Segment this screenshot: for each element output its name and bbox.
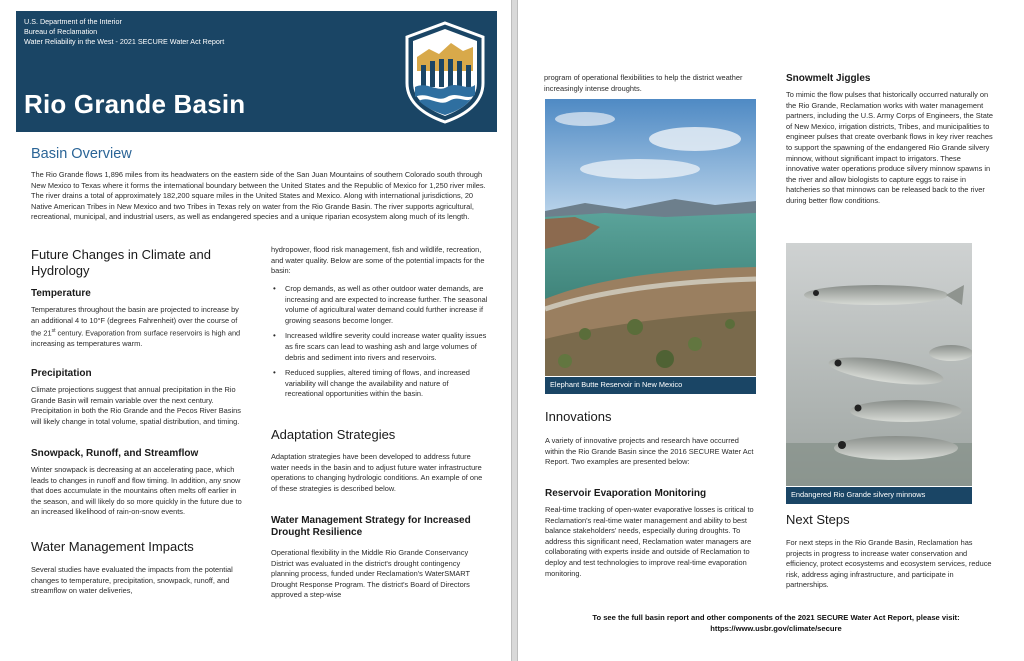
precipitation-text: Climate projections suggest that annual precipitation in the Rio Grande Basin will remain variable over the next century. Precipitation in both the Rio Grande and the Pecos River Basins will likely change in total volume, spatial distribution, and timing. <box>31 385 241 426</box>
drought-resilience-heading-line-2: Drought Resilience <box>271 527 363 538</box>
reservoir-photo <box>545 99 756 376</box>
drought-resilience-heading <box>271 515 496 539</box>
evaporation-monitoring-text: Real-time tracking of open-water evaporative losses is critical to Reclamation's real-time water management and ability to best balance stakeholders' needs, especially during droughts. To address this significant need, Reclamation water managers are collaborating with experts inside and outside of Reclamation to deploy and test technologies to improve real-time evaporation monitoring. <box>545 505 754 578</box>
future-changes-heading <box>31 247 261 279</box>
impacts-continued-text: hydropower, flood risk management, fish and wildlife, recreation, and water quality. Below are some of the potential impacts for the basin: <box>271 245 485 276</box>
temperature-text <box>31 305 243 350</box>
agency-line-2: Bureau of Reclamation <box>24 27 98 36</box>
page-title: Rio Grande Basin <box>24 89 246 119</box>
basin-overview-text: The Rio Grande flows 1,896 miles from its headwaters on the eastern side of the San Juan Mountains of southern Colorado south through New Mexico to Texas where it forms the international boundary between the United States and the Republic of Mexico for 1,250 river miles. The river drains a total of approximately 182,200 square miles in the United States and Mexico. Along with international jurisdictions, 20 Native American Tribes in New Mexico and two Tribes in Texas rely on water from the Rio Grande Basin. The river supports agricultural, recreational, municipal, and industrial users, as well as endangered species and a unique riparian ecosystem along much of its length. <box>31 170 486 222</box>
impact-bullet-recreation: • Reduced supplies, altered timing of flows, and increased variability will change the availability and nature of recreational opportunities within the basin. <box>271 368 489 400</box>
agency-block <box>24 17 224 47</box>
impacts-bullet-list <box>271 284 489 405</box>
footer-url-link[interactable]: https://www.usbr.gov/climate/secure <box>710 624 842 633</box>
snowpack-heading: Snowpack, Runoff, and Streamflow <box>31 448 199 459</box>
basin-overview-heading: Basin Overview <box>31 146 132 162</box>
temperature-heading: Temperature <box>31 288 91 299</box>
footer-line-1: To see the full basin report and other components of the 2021 SECURE Water Act Report, please visit: <box>592 613 960 622</box>
drought-resilience-heading-line-1: Water Management Strategy for Increased <box>271 515 471 526</box>
minnow-photo <box>786 243 972 486</box>
header-banner <box>16 11 497 132</box>
innovations-text: A variety of innovative projects and research have occurred within the Rio Grande Basin since the 2016 SECURE Water Act Report. Two examples are presented below: <box>545 436 754 467</box>
snowmelt-jiggles-heading: Snowmelt Jiggles <box>786 73 871 84</box>
precipitation-heading: Precipitation <box>31 368 92 379</box>
temperature-superscript: st <box>51 328 56 335</box>
temperature-text-b: century. Evaporation from surface reservoirs is high and increasing as temperatures warm. <box>31 328 241 349</box>
impact-bullet-wildfire: • Increased wildfire severity could increase water quality issues as fire scars can lead to washing ash and large volumes of debris and sediment into rivers and reservoirs. <box>271 331 489 363</box>
water-management-impacts-text: Several studies have evaluated the impacts from the potential changes to temperature, precipitation, snowpack, runoff, and streamflow on water deliveries, <box>31 565 233 596</box>
drought-resilience-continued-text: program of operational flexibilities to help the district weather increasingly intense droughts. <box>544 73 743 93</box>
next-steps-heading: Next Steps <box>786 512 850 527</box>
innovations-heading: Innovations <box>545 409 612 424</box>
adaptation-strategies-heading: Adaptation Strategies <box>271 427 396 442</box>
reservoir-photo-caption: Elephant Butte Reservoir in New Mexico <box>545 377 756 394</box>
reclamation-logo-icon <box>403 21 487 124</box>
evaporation-monitoring-heading: Reservoir Evaporation Monitoring <box>545 488 707 499</box>
reservoir-landscape-image <box>545 99 756 376</box>
next-steps-text: For next steps in the Rio Grande Basin, Reclamation has projects in progress to increase water conservation and efficiency, protect ecosystems and ecosystem services, reduce risk, address aging infrastructure, and participate in partnerships. <box>786 538 992 590</box>
water-management-impacts-heading: Water Management Impacts <box>31 539 194 554</box>
agency-line-1: U.S. Department of the Interior <box>24 17 122 26</box>
report-page-2 <box>517 0 1024 661</box>
agency-line-3: Water Reliability in the West - 2021 SECURE Water Act Report <box>24 37 225 46</box>
future-changes-heading-line-2: Hydrology <box>31 263 90 278</box>
silvery-minnow-image <box>786 243 972 486</box>
snowpack-text: Winter snowpack is decreasing at an accelerating pace, which leads to changes in runoff and flow timing. In addition, any snow that does accumulate in the mountains often melts off earlier in the season, and will likely do so more quickly in the future due to an increased likelihood of rain-on-snow events. <box>31 465 242 517</box>
minnow-photo-caption: Endangered Rio Grande silvery minnows <box>786 487 972 504</box>
temperature-text-a: Temperatures throughout the basin are projected to increase by an additional 4 to 10°F (degrees Fahrenheit) over the course of the 21 <box>31 305 239 338</box>
future-changes-heading-line-1: Future Changes in Climate and <box>31 247 211 262</box>
snowmelt-jiggles-text: To mimic the flow pulses that historically occurred naturally on the Rio Grande, Reclamation works with water management partners, including the U.S. Army Corps of Engineers, the State of New Mexico, irrigation districts, Tribes, and municipalities to engineer pulses that create overbank flows in key river reaches to support the spawning of the endangered Rio Grande silvery minnow, without significant impact to irrigators. These innovative water operations produce silvery minnow spawns in the river and allow biologists to capture eggs to raise in hatcheries so that minnows can be released back to the river during better flow conditions. <box>786 90 994 205</box>
drought-resilience-text: Operational flexibility in the Middle Rio Grande Conservancy District was evaluated in the district's drought contingency planning process, funded under Reclamation's WaterSMART Drought Response Program. The district's Board of Directors approved a step-wise <box>271 548 470 600</box>
impact-bullet-crop-demand: • Crop demands, as well as other outdoor water demands, are increasing and are expected to increase further. The seasonal volume of agricultural water demand could further increase if growing seasons become longer. <box>271 284 489 326</box>
adaptation-strategies-text: Adaptation strategies have been developed to address future water needs in the basin and to adjust future water infrastructure operations to changing hydrologic conditions. An example of one of these strategies is described below. <box>271 452 483 493</box>
footer-note <box>556 612 996 634</box>
